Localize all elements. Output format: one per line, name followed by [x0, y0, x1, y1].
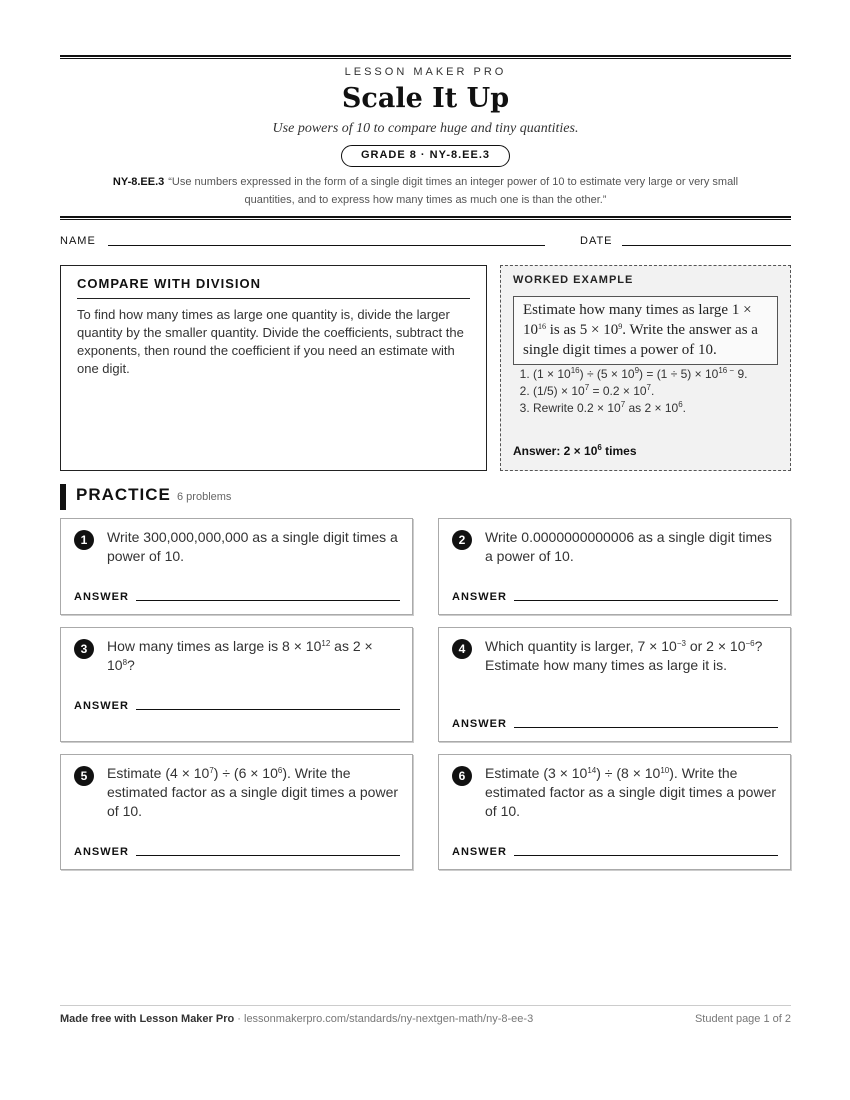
footer-url[interactable]: · lessonmakerpro.com/standards/ny-nextgen-math/ny-8-ee-3 [234, 1013, 534, 1025]
compare-heading: COMPARE WITH DIVISION [77, 276, 470, 299]
brand-name: LESSON MAKER PRO [344, 66, 507, 78]
practice-heading: PRACTICE [76, 485, 171, 504]
problem-text-part: as 2 × 10 [107, 638, 373, 673]
exponent: 14 [587, 766, 597, 775]
step-text: = 0.2 × 10 [589, 384, 647, 398]
exponent: 6 [597, 443, 602, 452]
standard-text [60, 173, 791, 209]
problem-text-part: ? Estimate how many times as large it is. [485, 638, 763, 673]
worksheet-page [60, 0, 791, 1100]
problem-number: 6 [452, 766, 472, 786]
step-text: ) = (1 ÷ 5) × 10 [639, 367, 719, 381]
exponent: 7 [584, 383, 590, 392]
worked-example-box [500, 265, 791, 471]
problem-text: Estimate how many times as large 1 × 10 [523, 302, 752, 338]
step-text: . [682, 401, 687, 415]
page-subtitle: Use powers of 10 to compare huge and tiny quantities. [272, 121, 579, 136]
answer-field[interactable] [136, 709, 400, 710]
problem-text-part: ). Write the estimated factor as a single digit times a power of 10. [107, 765, 399, 819]
standard-code: NY-8.EE.3 [112, 176, 165, 188]
problem-card-1 [60, 518, 413, 615]
footer-divider [60, 1005, 791, 1006]
step-text: ) ÷ (5 × 10 [579, 367, 635, 381]
problem-text-part: ? [127, 657, 135, 673]
practice-accent-bar [60, 484, 66, 510]
problem-text: . Write the answer as a single digit times a power of 10. [523, 322, 758, 358]
problem-text [107, 764, 401, 821]
answer-field[interactable] [514, 600, 778, 601]
problem-text-part: ) ÷ (8 × 10 [596, 765, 661, 781]
answer-label: ANSWER [74, 591, 129, 603]
problem-text [107, 637, 401, 675]
answer-field[interactable] [514, 855, 778, 856]
problem-card-3 [60, 627, 413, 742]
answer-text: times [601, 444, 637, 458]
step-text: . [651, 384, 655, 398]
footer-made-with: Made free with Lesson Maker Pro [60, 1013, 235, 1025]
problem-text: is as 5 × 10 [546, 322, 619, 338]
answer-label: ANSWER [74, 700, 129, 712]
step-text: as 2 × 10 [625, 401, 679, 415]
problem-number: 1 [74, 530, 94, 550]
answer-field[interactable] [136, 600, 400, 601]
header-divider [60, 216, 791, 220]
exponent: −3 [676, 639, 686, 648]
footer-page-number: Student page 1 of 2 [694, 1013, 791, 1025]
step-item [533, 400, 803, 417]
worked-example-answer [513, 444, 637, 458]
problem-text-part: or 2 × 10 [685, 638, 746, 654]
compare-body: To find how many times as large one quantity is, divide the larger quantity by the smaller quantity. Divide the coefficients, subtract the exponents, then round the coefficient if you need an estimate with one digit. [77, 307, 464, 376]
practice-count: 6 problems [177, 491, 232, 503]
problem-text [485, 764, 779, 821]
step-item [533, 366, 803, 383]
exponent: 10 [660, 766, 670, 775]
exponent: 6 [277, 766, 283, 775]
standard-quote-line2: quantities, and to express how many times as much one is than the other.” [244, 194, 607, 206]
problem-number: 3 [74, 639, 94, 659]
standard-quote-line1: “Use numbers expressed in the form of a single digit times an integer power of 10 to estimate very large or very small [168, 176, 739, 188]
problem-text-part: Which quantity is larger, 7 × 10 [485, 638, 677, 654]
problem-text-part: Estimate (4 × 10 [107, 765, 210, 781]
top-divider [60, 55, 791, 59]
exponent: 7 [620, 400, 626, 409]
exponent: 9 [618, 322, 623, 331]
problem-text-part: ). Write the estimated factor as a single digit times a power of 10. [485, 765, 777, 819]
problem-text [485, 528, 779, 566]
grade-badge: GRADE 8 · NY-8.EE.3 [341, 145, 510, 167]
answer-text: Answer: 2 × 10 [513, 444, 598, 458]
answer-label: ANSWER [452, 591, 507, 603]
problem-text-part: ) ÷ (6 × 10 [213, 765, 278, 781]
answer-label: ANSWER [452, 718, 507, 730]
name-label: NAME [60, 235, 96, 247]
step-text: (1/5) × 10 [533, 384, 585, 398]
problem-number: 2 [452, 530, 472, 550]
answer-label: ANSWER [452, 846, 507, 858]
worked-example-heading: WORKED EXAMPLE [513, 274, 634, 286]
exponent: 6 [678, 400, 683, 409]
problem-text [107, 528, 401, 566]
exponent: −6 [745, 639, 755, 648]
exponent: 16 [570, 366, 580, 375]
answer-field[interactable] [136, 855, 400, 856]
answer-field[interactable] [514, 727, 778, 728]
step-text: Rewrite 0.2 × 10 [533, 401, 621, 415]
step-text: (1 × 10 [533, 367, 571, 381]
compare-with-division-box [60, 265, 487, 471]
problem-text-part: Write 300,000,000,000 as a single digit times a power of 10. [107, 529, 398, 564]
problem-text-part: Write 0.0000000000006 as a single digit times a power of 10. [485, 529, 772, 564]
step-text: 9. [734, 367, 748, 381]
worked-example-problem [513, 296, 778, 365]
problem-text-part: Estimate (3 × 10 [485, 765, 588, 781]
exponent: 7 [646, 383, 651, 392]
problem-text-part: How many times as large is 8 × 10 [107, 638, 322, 654]
date-field[interactable] [622, 245, 791, 246]
step-item [533, 383, 803, 400]
footer-credit [60, 1013, 533, 1025]
exponent: 16 [538, 322, 546, 331]
problem-card-5 [60, 754, 413, 870]
exponent: 16 − [718, 366, 735, 375]
exponent: 7 [209, 766, 214, 775]
problem-card-2 [438, 518, 791, 615]
problem-number: 5 [74, 766, 94, 786]
date-label: DATE [580, 235, 613, 247]
answer-label: ANSWER [74, 846, 129, 858]
exponent: 8 [122, 658, 128, 667]
problem-card-4 [438, 627, 791, 742]
problem-number: 4 [452, 639, 472, 659]
problem-text [485, 637, 779, 675]
exponent: 9 [634, 366, 640, 375]
page-title: Scale It Up [341, 83, 510, 114]
problem-card-6 [438, 754, 791, 870]
name-field[interactable] [108, 245, 545, 246]
exponent: 12 [321, 639, 331, 648]
worked-example-steps [513, 366, 803, 417]
